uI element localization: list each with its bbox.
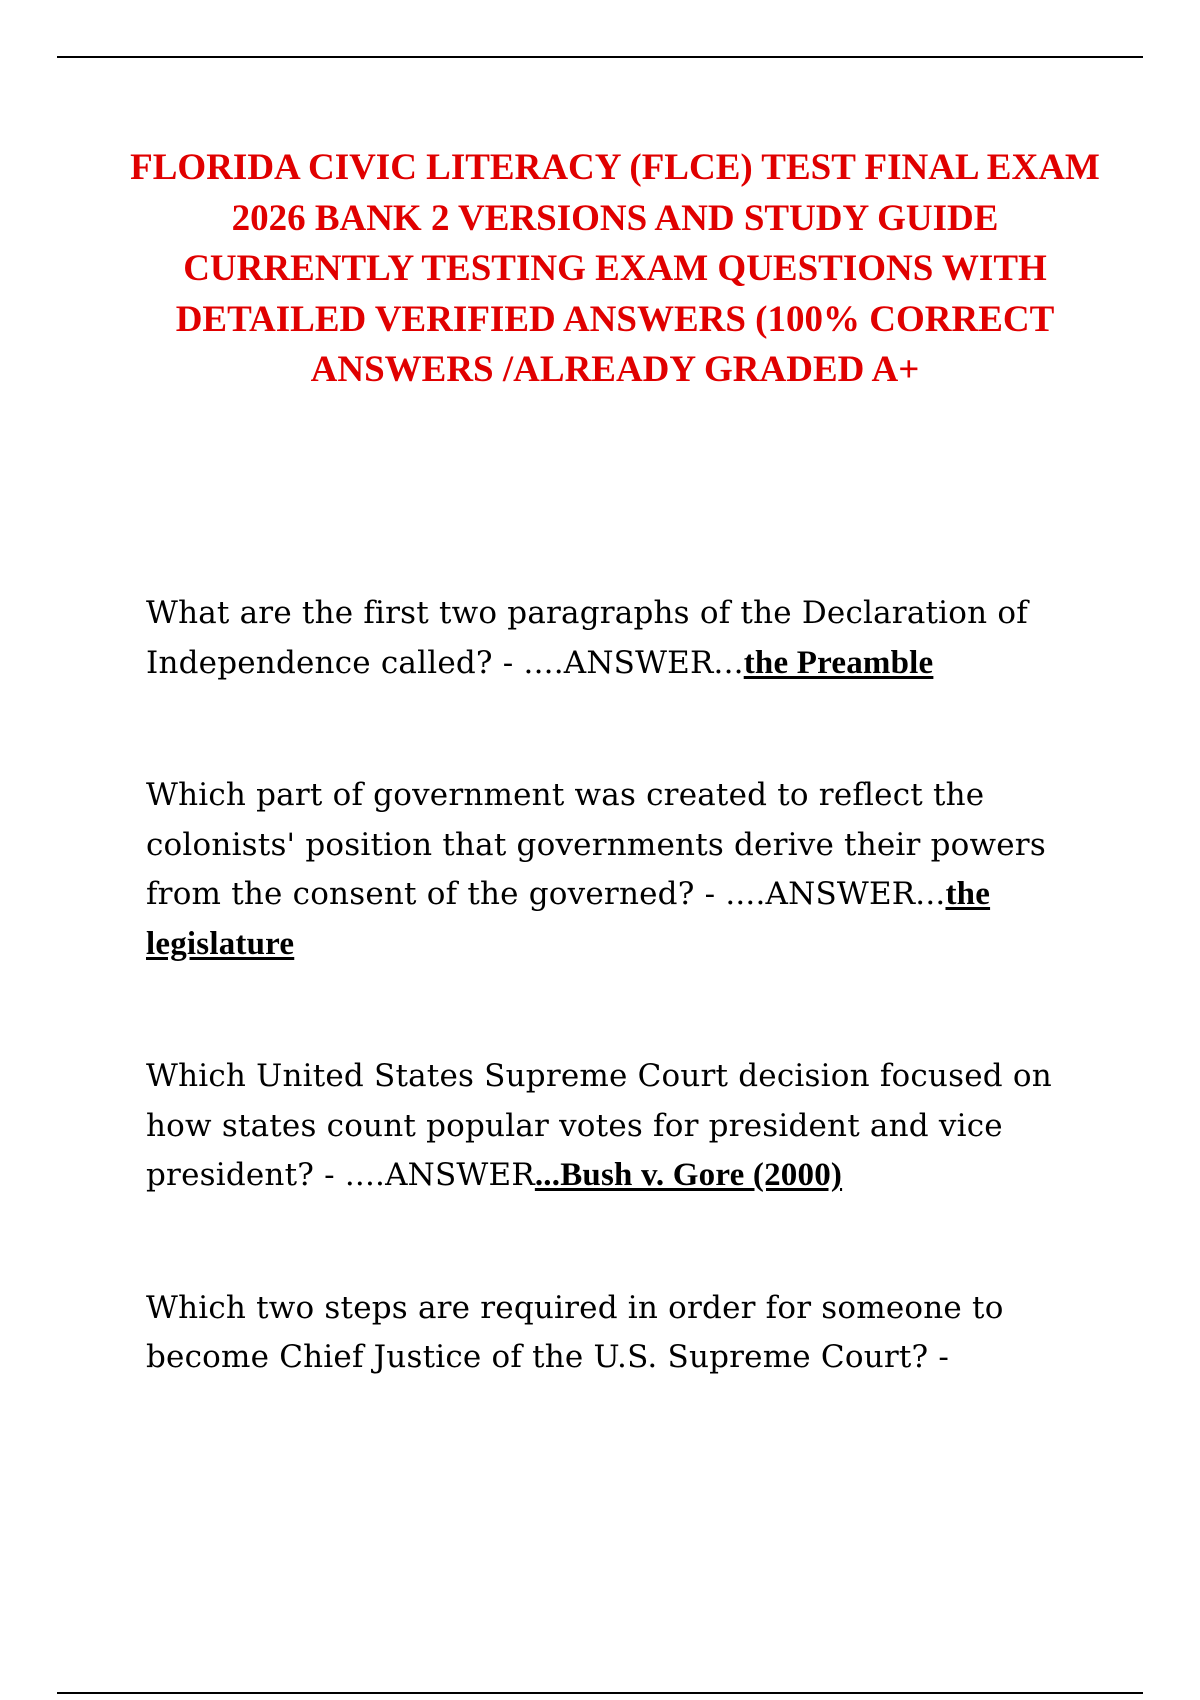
answer-text: the Preamble (743, 644, 934, 681)
answer-text: the legislature (146, 876, 991, 962)
answer-text: ...Bush v. Gore (2000) (534, 1157, 843, 1193)
question-item (146, 771, 1076, 969)
question-text: Which United States Supreme Court decision focused on how states count popular votes for president and vice president? - (146, 1058, 1052, 1193)
answer-label: ....ANSWER (344, 1157, 535, 1193)
answer-label: ....ANSWER... (725, 876, 946, 912)
question-item (146, 1052, 1076, 1201)
question-text: What are the first two paragraphs of the Declaration of Independence called? - (146, 595, 1028, 681)
question-text: Which part of government was created to reflect the colonists' position that governments derive their powers from the consent of the governed? - (146, 777, 1046, 912)
answer-label: ....ANSWER... (523, 644, 744, 681)
question-item (146, 1284, 1076, 1383)
top-rule (57, 56, 1143, 58)
bottom-rule (57, 1692, 1143, 1694)
document-title: FLORIDA CIVIC LITERACY (FLCE) TEST FINAL EXAM 2026 BANK 2 VERSIONS AND STUDY GUIDE CURRENTLY TESTING EXAM QUESTIONS WITH DETAILED VERIFIED ANSWERS (100% CORRECT ANSWERS /ALREADY GRADED A+ (130, 147, 1100, 390)
question-item (146, 589, 1076, 688)
question-text: Which two steps are required in order for someone to become Chief Justice of the U.S. Supreme Court? - (146, 1289, 1004, 1375)
question-list (146, 589, 1076, 1383)
